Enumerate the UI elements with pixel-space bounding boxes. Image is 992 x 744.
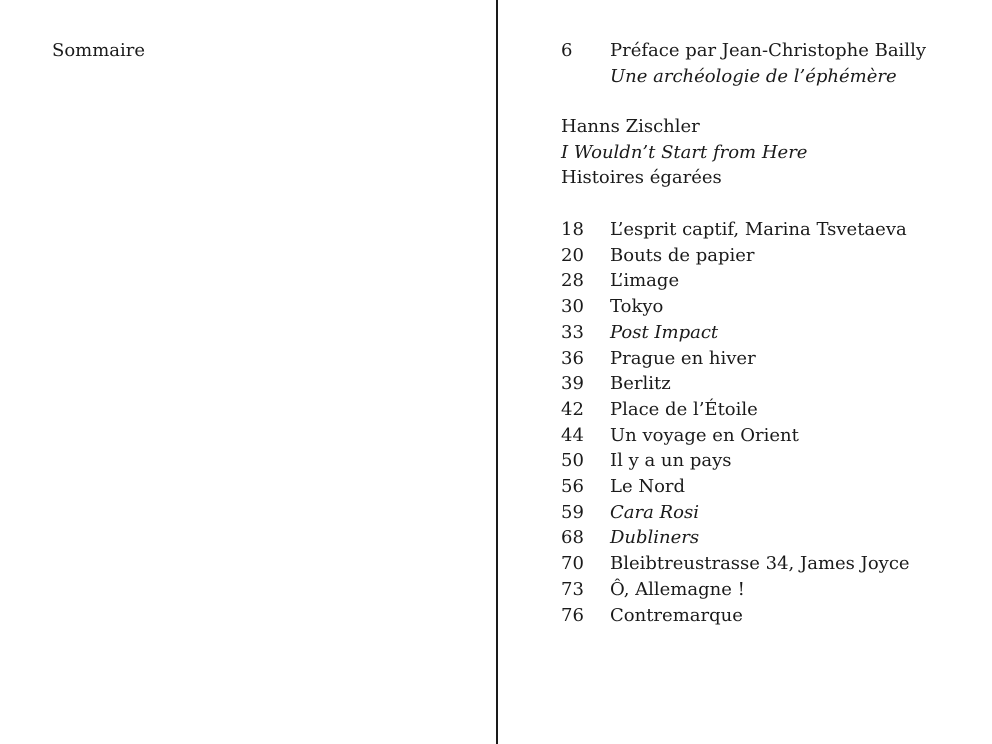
toc-entry[interactable] — [561, 525, 981, 551]
toc-title: L’esprit captif, Marina Tsvetaeva — [610, 219, 907, 240]
toc-title: Bouts de papier — [610, 244, 755, 266]
toc-page-number: 20 — [561, 244, 584, 266]
section-title-french: Histoires égarées — [561, 167, 722, 189]
toc-page-number: 28 — [561, 270, 584, 292]
toc-entry[interactable] — [561, 474, 981, 500]
toc-entry[interactable] — [561, 371, 981, 397]
toc-subtitle-row — [561, 64, 981, 90]
toc-title: L’image — [610, 270, 680, 292]
toc-page-number: 50 — [561, 450, 584, 472]
toc-entry[interactable] — [561, 551, 981, 577]
toc-page-number: 42 — [561, 398, 584, 420]
toc-entry[interactable] — [561, 243, 981, 269]
toc-page-number: 44 — [561, 424, 584, 446]
toc-title: Le Nord — [610, 476, 686, 498]
toc-page-number: 70 — [561, 553, 584, 575]
toc-title: Il y a un pays — [610, 450, 732, 472]
toc-entry[interactable] — [561, 397, 981, 423]
preface-subtitle: Une archéologie de l’éphémère — [610, 66, 897, 87]
toc-page-number: 56 — [561, 476, 584, 498]
toc-entry-preface[interactable] — [561, 38, 981, 64]
toc-title: Contremarque — [610, 604, 743, 626]
toc-title: Place de l’Étoile — [610, 398, 758, 420]
toc-page-number: 18 — [561, 219, 584, 240]
toc-page-number: 59 — [561, 501, 584, 523]
toc-entry[interactable] — [561, 577, 981, 603]
toc-page-number: 36 — [561, 347, 584, 369]
toc-entry[interactable] — [561, 423, 981, 449]
toc-title: Cara Rosi — [610, 501, 699, 523]
toc-page-number: 76 — [561, 604, 584, 626]
toc-title: Ô, Allemagne ! — [610, 578, 745, 600]
toc-title: Un voyage en Orient — [610, 424, 799, 446]
toc-title: Bleibtreustrasse 34, James Joyce — [610, 553, 910, 575]
toc-title: Dubliners — [610, 527, 700, 549]
author-name: Hanns Zischler — [561, 116, 700, 137]
toc-title: Berlitz — [610, 373, 671, 395]
toc-page-number: 39 — [561, 373, 584, 395]
toc-page-number: 30 — [561, 296, 584, 318]
toc-entry[interactable] — [561, 500, 981, 526]
right-page — [498, 0, 992, 744]
toc-title: Post Impact — [610, 321, 719, 343]
toc-entry[interactable] — [561, 448, 981, 474]
toc-page-number: 33 — [561, 321, 584, 343]
toc-entry-list — [561, 217, 981, 628]
toc-entry[interactable] — [561, 294, 981, 320]
toc-entry[interactable] — [561, 268, 981, 294]
toc-page-number: 6 — [561, 40, 573, 61]
toc-title: Tokyo — [610, 296, 664, 318]
toc-title: Préface par Jean-Christophe Bailly — [610, 40, 926, 61]
toc-entry[interactable] — [561, 320, 981, 346]
toc-entry[interactable] — [561, 346, 981, 372]
toc-title: Prague en hiver — [610, 347, 756, 369]
author-block — [561, 114, 807, 191]
toc-entry[interactable] — [561, 217, 981, 243]
section-title-english: I Wouldn’t Start from Here — [561, 141, 808, 163]
toc-page-number: 68 — [561, 527, 584, 549]
toc-heading: Sommaire — [52, 40, 146, 61]
toc-page-number: 73 — [561, 578, 584, 600]
toc-entry[interactable] — [561, 603, 981, 629]
